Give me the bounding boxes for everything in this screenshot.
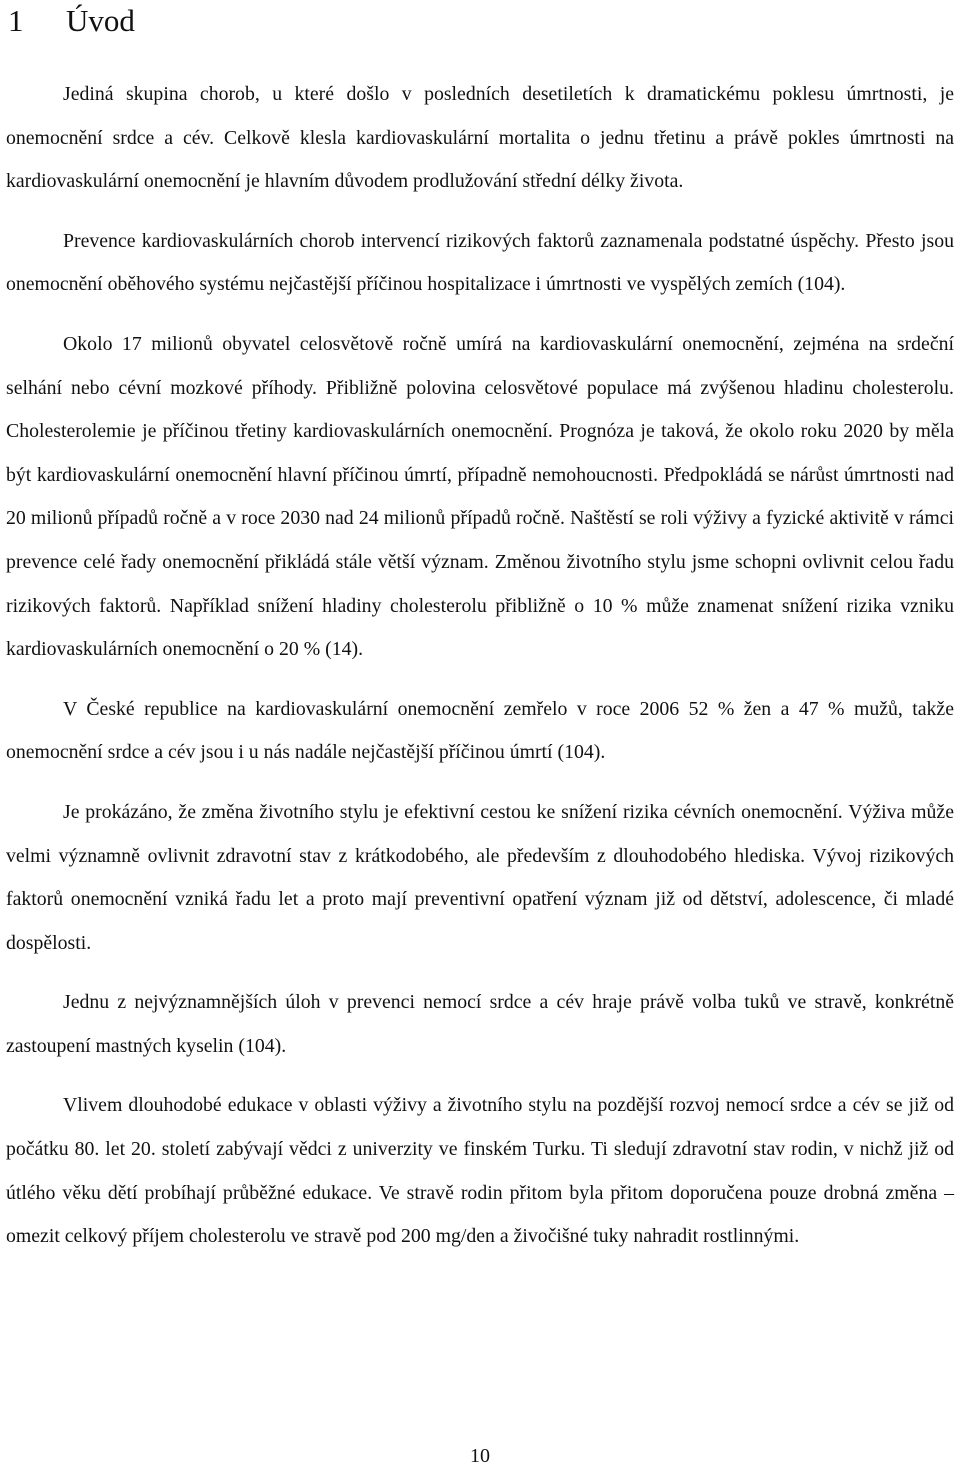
paragraph: Je prokázáno, že změna životního stylu je efektivní cestou ke snížení rizika cévních onemocnění. Výživa může velmi významně ovlivnit zdravotní stav z krátkodobého, ale především z dlouhodobého hlediska. Vývoj rizikových faktorů onemocnění vzniká řadu let a proto mají preventivní opatření význam již od dětství, adolescence, či mladé dospělosti.	[6, 800, 954, 954]
chapter-title: Úvod	[66, 3, 135, 38]
chapter-number: 1	[8, 3, 24, 38]
paragraph: Jednu z nejvýznamnějších úloh v prevenci nemocí srdce a cév hraje právě volba tuků ve stravě, konkrétně zastoupení mastných kyselin (104).	[6, 991, 954, 1057]
body-text	[6, 73, 954, 1275]
paragraph: V České republice na kardiovaskulární onemocnění zemřelo v roce 2006 52 % žen a 47 % mužů, takže onemocnění srdce a cév jsou i u nás nadále nejčastější příčinou úmrtí (104).	[6, 697, 954, 764]
paragraph: Prevence kardiovaskulárních chorob intervencí rizikových faktorů zaznamenala podstatné úspěchy. Přesto jsou onemocnění oběhového systému nejčastější příčinou hospitalizace i úmrtnosti ve vyspělých zemích (104).	[6, 229, 954, 296]
paragraph: Jediná skupina chorob, u které došlo v posledních desetiletích k dramatickému poklesu úmrtnosti, je onemocnění srdce a cév. Celkově klesla kardiovaskulární mortalita o jednu třetinu a právě pokles úmrtnosti na kardiovaskulární onemocnění je hlavním důvodem prodlužování střední délky života.	[6, 83, 954, 193]
chapter-heading	[8, 0, 135, 42]
paragraph: Okolo 17 milionů obyvatel celosvětově ročně umírá na kardiovaskulární onemocnění, zejména na srdeční selhání nebo cévní mozkové příhody. Přibližně polovina celosvětové populace má zvýšenou hladinu cholesterolu. Cholesterolemie je příčinou třetiny kardiovaskulárních onemocnění. Prognóza je taková, že okolo roku 2020 by měla být kardiovaskulární onemocnění hlavní příčinou úmrtí, případně nemohoucnosti. Předpokládá se nárůst úmrtnosti nad 20 milionů případů ročně a v roce 2030 nad 24 milionů případů ročně. Naštěstí se roli výživy a fyzické aktivitě v rámci prevence celé řady onemocnění přikládá stále větší význam. Změnou životního stylu jsme schopni ovlivnit celou řadu rizikových faktorů. Například snížení hladiny cholesterolu přibližně o 10 % může znamenat snížení rizika vzniku kardiovaskulárních onemocnění o 20 % (14).	[6, 332, 954, 661]
paragraph: Vlivem dlouhodobé edukace v oblasti výživy a životního stylu na pozdější rozvoj nemocí srdce a cév se již od počátku 80. let 20. století zabývají vědci z univerzity ve finském Turku. Ti sledují zdravotní stav rodin, v nichž již od útlého věku dětí probíhají průběžné edukace. Ve stravě rodin přitom byla přitom doporučena pouze drobná změna – omezit celkový příjem cholesterolu ve stravě pod 200 mg/den a živočišné tuky nahradit rostlinnými.	[6, 1094, 954, 1248]
page-number: 10	[470, 1445, 490, 1467]
